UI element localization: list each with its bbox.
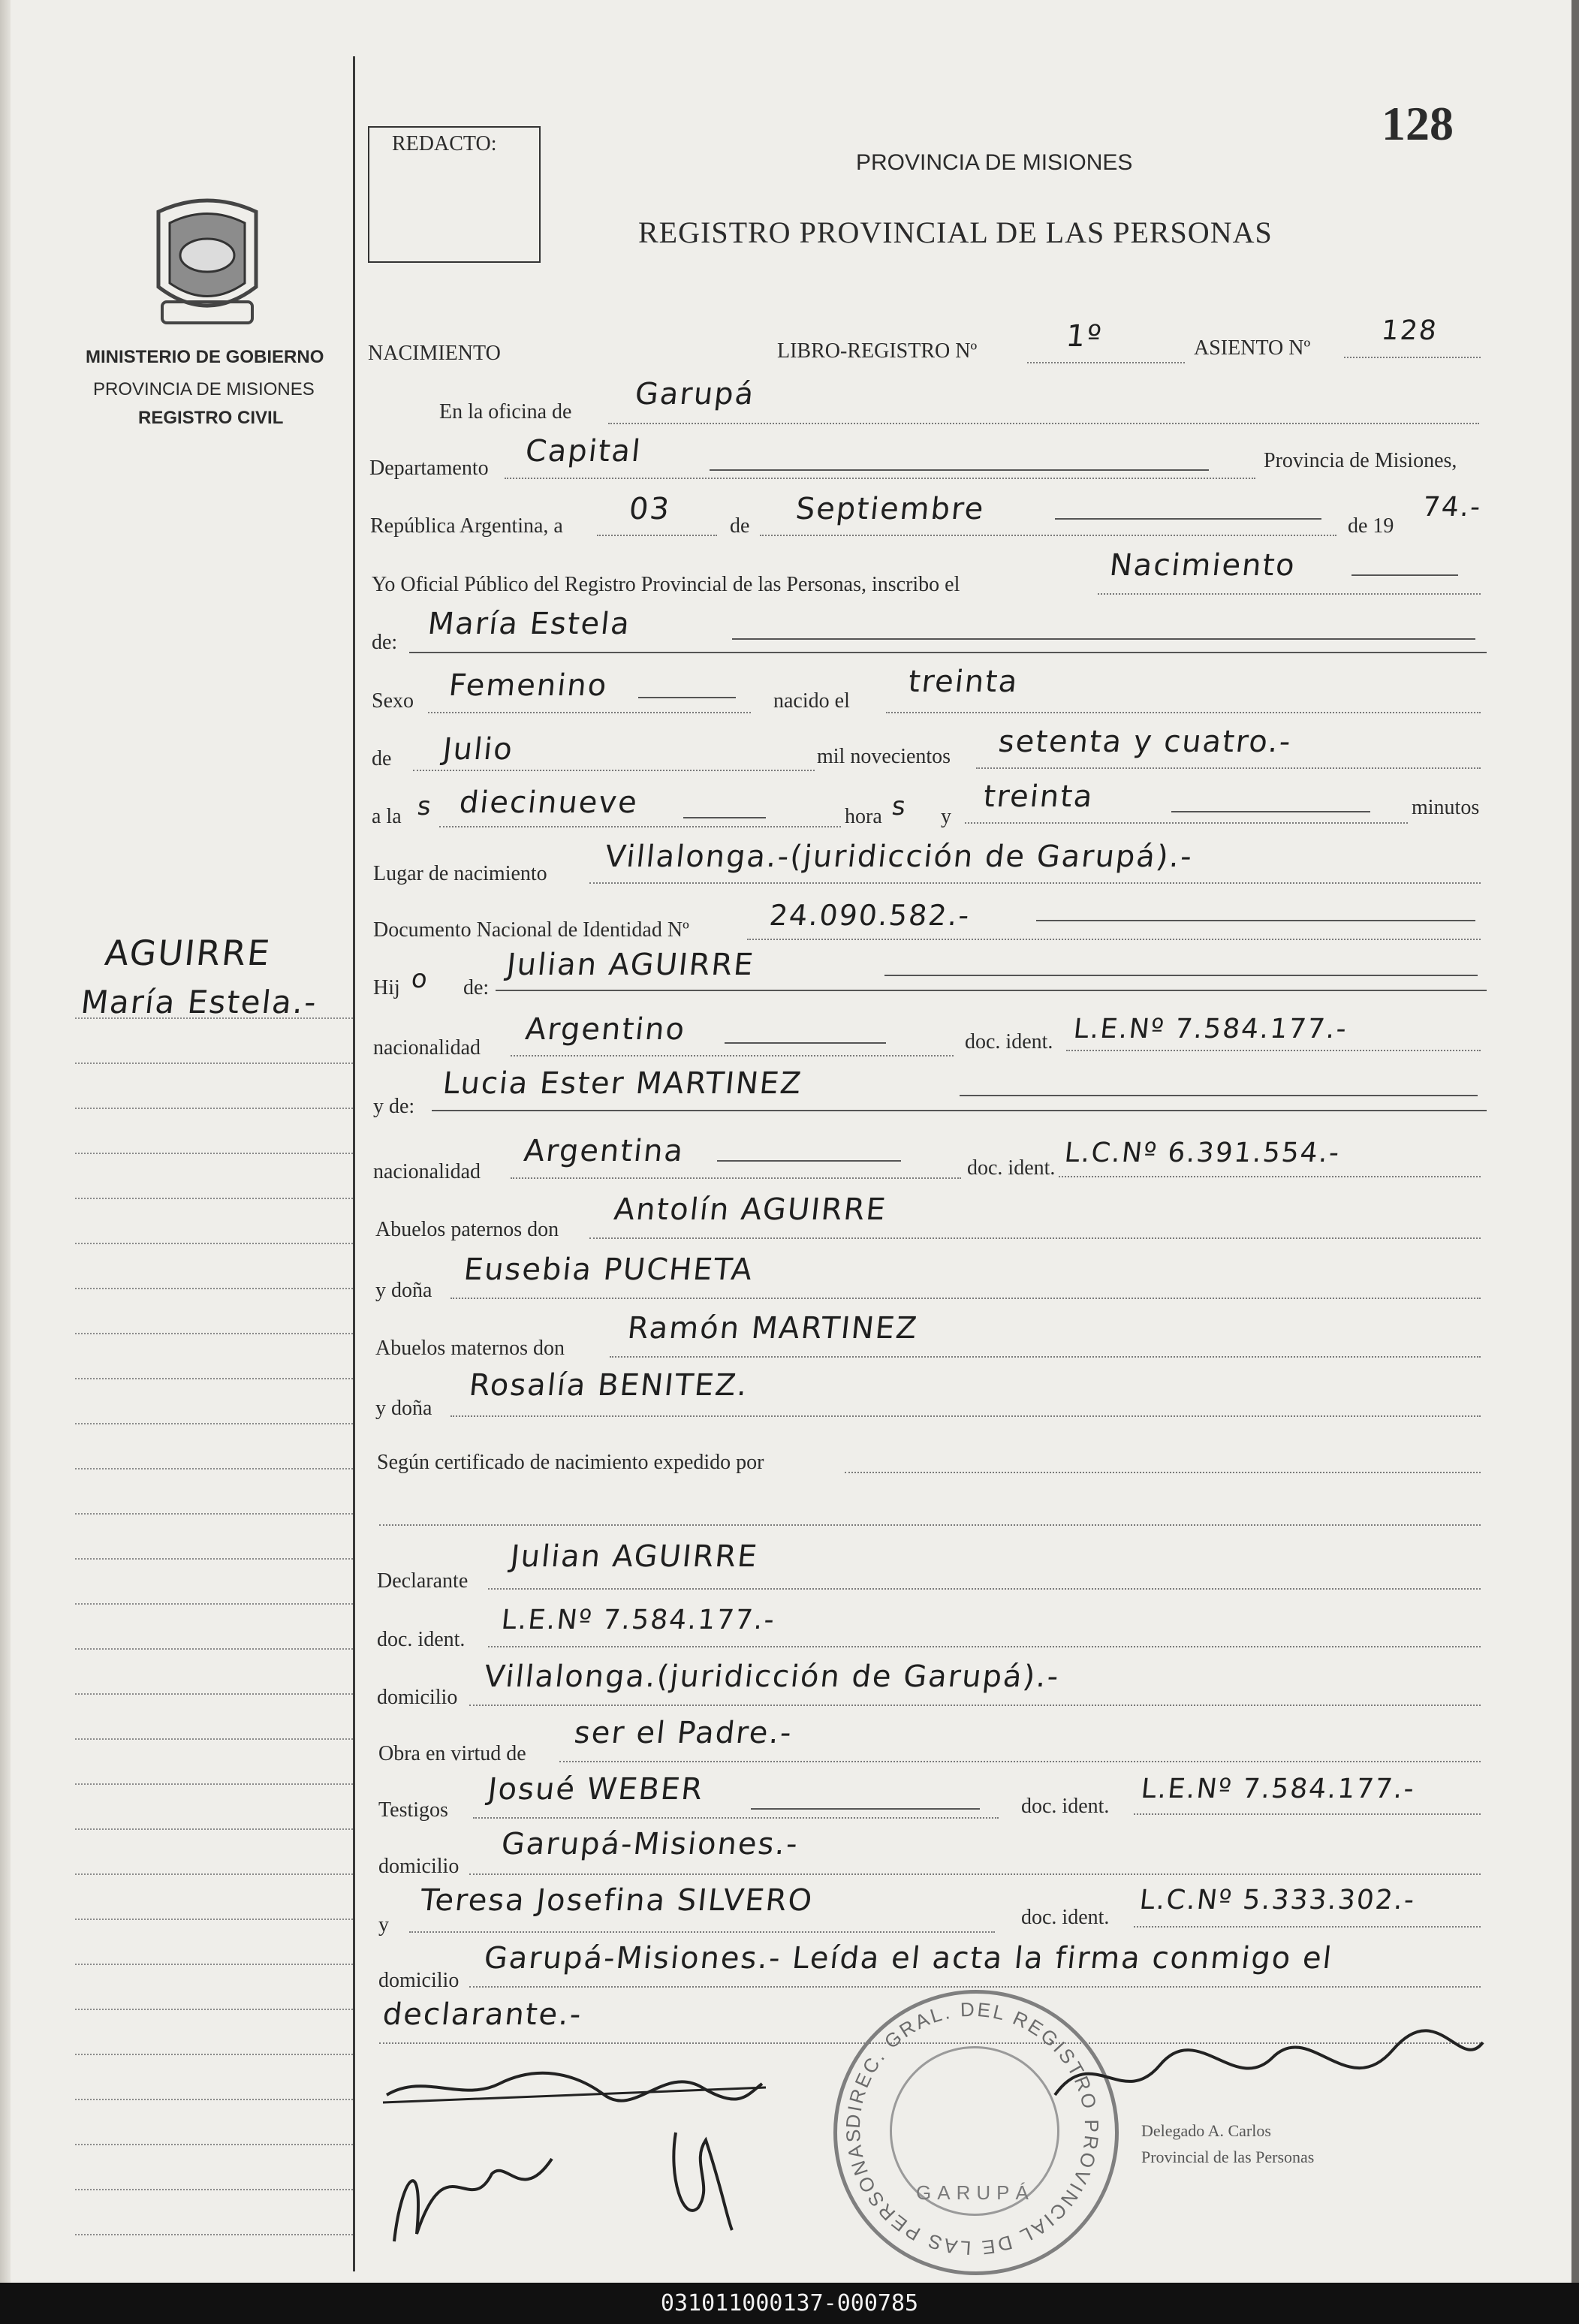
dash-rule [683,817,766,818]
dotted-rule [469,1705,1481,1706]
y-label: y [941,805,951,828]
doc3-value: L.E.Nº 7.584.177.- [499,1605,777,1635]
margin-line [75,1153,353,1154]
obra-value: ser el Padre.- [572,1716,795,1750]
margin-line [75,1783,353,1785]
oficina-label: En la oficina de [439,400,572,424]
domicilio3-value: Garupá-Misiones.- Leída el acta la firma conmigo el [482,1941,1335,1976]
dotted-rule [469,1986,1481,1988]
nac1-value: Argentino [523,1012,688,1047]
dotted-rule [597,535,717,536]
horas-suffix: s [890,791,909,821]
dotted-rule [469,1873,1481,1875]
page-number: 128 [1382,97,1454,150]
doc1-label: doc. ident. [965,1030,1053,1053]
ydona1-value: Eusebia PUCHETA [462,1252,755,1287]
dotted-rule [1134,1926,1481,1928]
nac2-label: nacionalidad [373,1160,481,1183]
minutos-value: treinta [981,779,1095,814]
de-label: de [730,514,750,538]
margin-line [75,1558,353,1560]
redacto-box [368,126,541,263]
dotted-rule [488,1646,1481,1647]
dash-rule [1036,920,1475,921]
dotted-rule [589,1237,1481,1239]
dotted-rule [1059,1176,1481,1177]
margin-line [75,1423,353,1424]
ydona2-label: y doña [375,1397,432,1420]
province-heading: PROVINCIA DE MISIONES [856,150,1133,175]
horas-label: hora [845,805,882,828]
dash-rule [1055,518,1321,520]
oficina-value: Garupá [633,377,757,411]
libro-label: LIBRO-REGISTRO Nº [777,339,978,363]
margin-line [75,1108,353,1109]
mil-value: setenta y cuatro.- [996,725,1294,759]
margin-line [75,1017,353,1019]
witness-signature [661,2118,743,2238]
page-edge [1571,0,1579,2283]
testigos-label: Testigos [378,1798,448,1822]
yde-label: y de: [373,1095,415,1118]
lugar-label: Lugar de nacimiento [373,862,547,885]
de2-label: de [372,747,392,770]
padre-value: Julian AGUIRRE [505,948,756,982]
dotted-rule [610,1356,1481,1358]
margin-line [75,1378,353,1379]
dotted-rule [428,712,751,713]
registro-civil-label: REGISTRO CIVIL [138,408,284,428]
hijo-label: Hij [373,976,400,999]
stamp-center-text: GARUPÁ [916,2181,1035,2204]
mes2-value: Julio [441,732,516,767]
departamento-value: Capital [523,434,643,469]
dotted-rule [1344,357,1481,358]
cierre-value: declarante.- [381,1997,584,2032]
left-provincia-label: PROVINCIA DE MISIONES [93,379,315,399]
dotted-rule [511,1177,961,1179]
domicilio1-label: domicilio [377,1686,458,1709]
hijo-suffix: o [409,964,430,994]
margin-line [75,1964,353,1965]
barcode-footer [0,2283,1579,2324]
margin-line [75,1603,353,1605]
ministerio-label: MINISTERIO DE GOBIERNO [86,347,324,367]
dotted-rule [760,535,1336,536]
official-signature [1047,2027,1490,2118]
dash-rule [1351,574,1458,576]
sexo-value: Femenino [447,668,610,703]
ydona2-value: Rosalía BENITEZ. [467,1368,750,1403]
asiento-label: ASIENTO Nº [1194,336,1311,360]
registry-heading: REGISTRO PROVINCIAL DE LAS PERSONAS [638,216,1273,249]
margin-line [75,1468,353,1469]
dash-rule [725,1042,886,1044]
margin-line [75,1919,353,1920]
underline-rule [496,990,1487,991]
margin-line [75,2189,353,2190]
testigo2-value: Teresa Josefina SILVERO [418,1883,815,1918]
abpat-label: Abuelos paternos don [375,1218,559,1241]
libro-value: 1º [1064,319,1104,354]
redacto-label: REDACTO: [392,132,497,155]
dotted-rule [379,1524,1481,1526]
declarante-value: Julian AGUIRRE [508,1539,760,1574]
dash-rule [732,638,1475,640]
asiento-value: 128 [1379,315,1439,346]
stamp-official-line2: Provincial de las Personas [1141,2148,1315,2166]
domicilio2-label: domicilio [378,1855,460,1878]
margin-surname: AGUIRRE [103,933,273,973]
dotted-rule [450,1298,1481,1299]
dotted-rule [608,423,1479,424]
stamp-ring-text: DIREC. GRAL. DEL REGISTRO PROVINCIAL DE LAS PERSONAS [841,1997,1104,2260]
dotted-rule [413,770,815,771]
provincia-label: Provincia de Misiones, [1264,449,1457,472]
binding-spine [0,0,11,2283]
underline-rule [409,652,1487,653]
margin-line [75,1243,353,1244]
nacimiento-label: NACIMIENTO [368,342,501,365]
margin-line [75,1693,353,1695]
mes-value: Septiembre [794,492,987,526]
lugar-value: Villalonga.-(juridicción de Garupá).- [603,839,1195,874]
mil-label: mil novecientos [817,745,951,768]
margin-line [75,1738,353,1740]
dotted-rule [409,1931,995,1933]
dotted-rule [845,1472,1481,1473]
republica-label: República Argentina, a [370,514,563,538]
margin-line [75,1513,353,1515]
nacido-label: nacido el [773,689,850,713]
testigo1-value: Josué WEBER [486,1772,706,1807]
dash-rule [717,1160,901,1162]
dash-rule [638,697,736,698]
margin-line [75,2054,353,2055]
hijo-de-label: de: [463,976,490,999]
dni-value: 24.090.582.- [767,899,972,932]
ydona1-label: y doña [375,1279,432,1302]
doc2-label: doc. ident. [967,1156,1056,1180]
margin-line [75,1333,353,1334]
dotted-rule [1098,593,1481,595]
minutos-label: minutos [1412,796,1480,819]
dotted-rule [1027,362,1185,363]
alas-suffix: s [415,791,434,821]
margin-line [75,1648,353,1650]
stamp-official-line1: Delegado A. Carlos [1141,2121,1271,2140]
dotted-rule [473,1817,999,1819]
dni-label: Documento Nacional de Identidad Nº [373,918,689,942]
dotted-rule [589,882,1481,884]
nacido-value: treinta [906,665,1020,699]
oficial-value: Nacimiento [1107,548,1298,583]
horas-value: diecinueve [457,785,640,820]
dotted-rule [886,712,1481,713]
anio-value: 74.- [1421,492,1484,523]
dotted-rule [965,822,1408,824]
margin-line [75,1828,353,1830]
provincial-seal-icon [147,197,267,328]
dash-rule [1171,811,1370,812]
obra-label: Obra en virtud de [378,1742,526,1765]
dia-value: 03 [627,492,673,526]
madre-value: Lucia Ester MARTINEZ [441,1066,804,1101]
doc5-value: L.C.Nº 5.333.302.- [1138,1885,1418,1916]
underline-rule [432,1110,1487,1111]
dash-rule [884,975,1478,976]
dotted-rule [505,478,1255,479]
anio-label: de 19 [1348,514,1394,538]
margin-line [75,2234,353,2235]
domicilio3-label: domicilio [378,1969,460,1992]
doc4-label: doc. ident. [1021,1795,1110,1818]
declarant-signature [379,2042,770,2125]
dash-rule [751,1808,980,1810]
nac1-label: nacionalidad [373,1036,481,1060]
declarante-label: Declarante [377,1569,469,1593]
dotted-rule [450,1415,1481,1417]
barcode-text: 031011000137-000785 [660,2290,919,2316]
witness-signature [379,2129,567,2256]
domicilio1-value: Villalonga.(juridicción de Garupá).- [482,1659,1062,1694]
sexo-label: Sexo [372,689,414,713]
nac2-value: Argentina [522,1134,686,1168]
abpat-value: Antolín AGUIRRE [612,1192,889,1227]
domicilio2-value: Garupá-Misiones.- [499,1827,801,1861]
dotted-rule [976,767,1481,769]
abmat-value: Ramón MARTINEZ [625,1311,920,1346]
margin-given-names: María Estela.- [79,984,320,1020]
margin-line [75,2099,353,2100]
segun-label: Según certificado de nacimiento expedido por [377,1451,764,1474]
margin-line [75,2009,353,2010]
alas-label: a la [372,805,402,828]
margin-line [75,1288,353,1289]
departamento-label: Departamento [369,457,489,480]
dotted-rule [747,939,1481,940]
dotted-rule [559,1761,1481,1762]
doc2-value: L.C.Nº 6.391.554.- [1062,1138,1342,1168]
dotted-rule [1066,1050,1481,1051]
dotted-rule [439,826,841,827]
oficial-label: Yo Oficial Público del Registro Provincial de las Personas, inscribo el [372,573,960,596]
doc4-value: L.E.Nº 7.584.177.- [1139,1774,1417,1804]
dotted-rule [1134,1813,1481,1815]
dotted-rule [511,1055,954,1057]
dash-rule [710,469,1209,471]
margin-rule [353,56,355,2271]
margin-line [75,1873,353,1875]
dash-rule [960,1095,1478,1096]
de-name-label: de: [372,631,398,654]
dotted-rule [488,1588,1481,1590]
doc3-label: doc. ident. [377,1628,466,1651]
child-name-value: María Estela [426,607,633,641]
margin-line [75,2144,353,2145]
margin-line [75,1063,353,1064]
margin-line [75,1198,353,1199]
doc1-value: L.E.Nº 7.584.177.- [1071,1014,1349,1044]
doc5-label: doc. ident. [1021,1906,1110,1929]
abmat-label: Abuelos maternos don [375,1337,565,1360]
y2-label: y [378,1913,389,1937]
